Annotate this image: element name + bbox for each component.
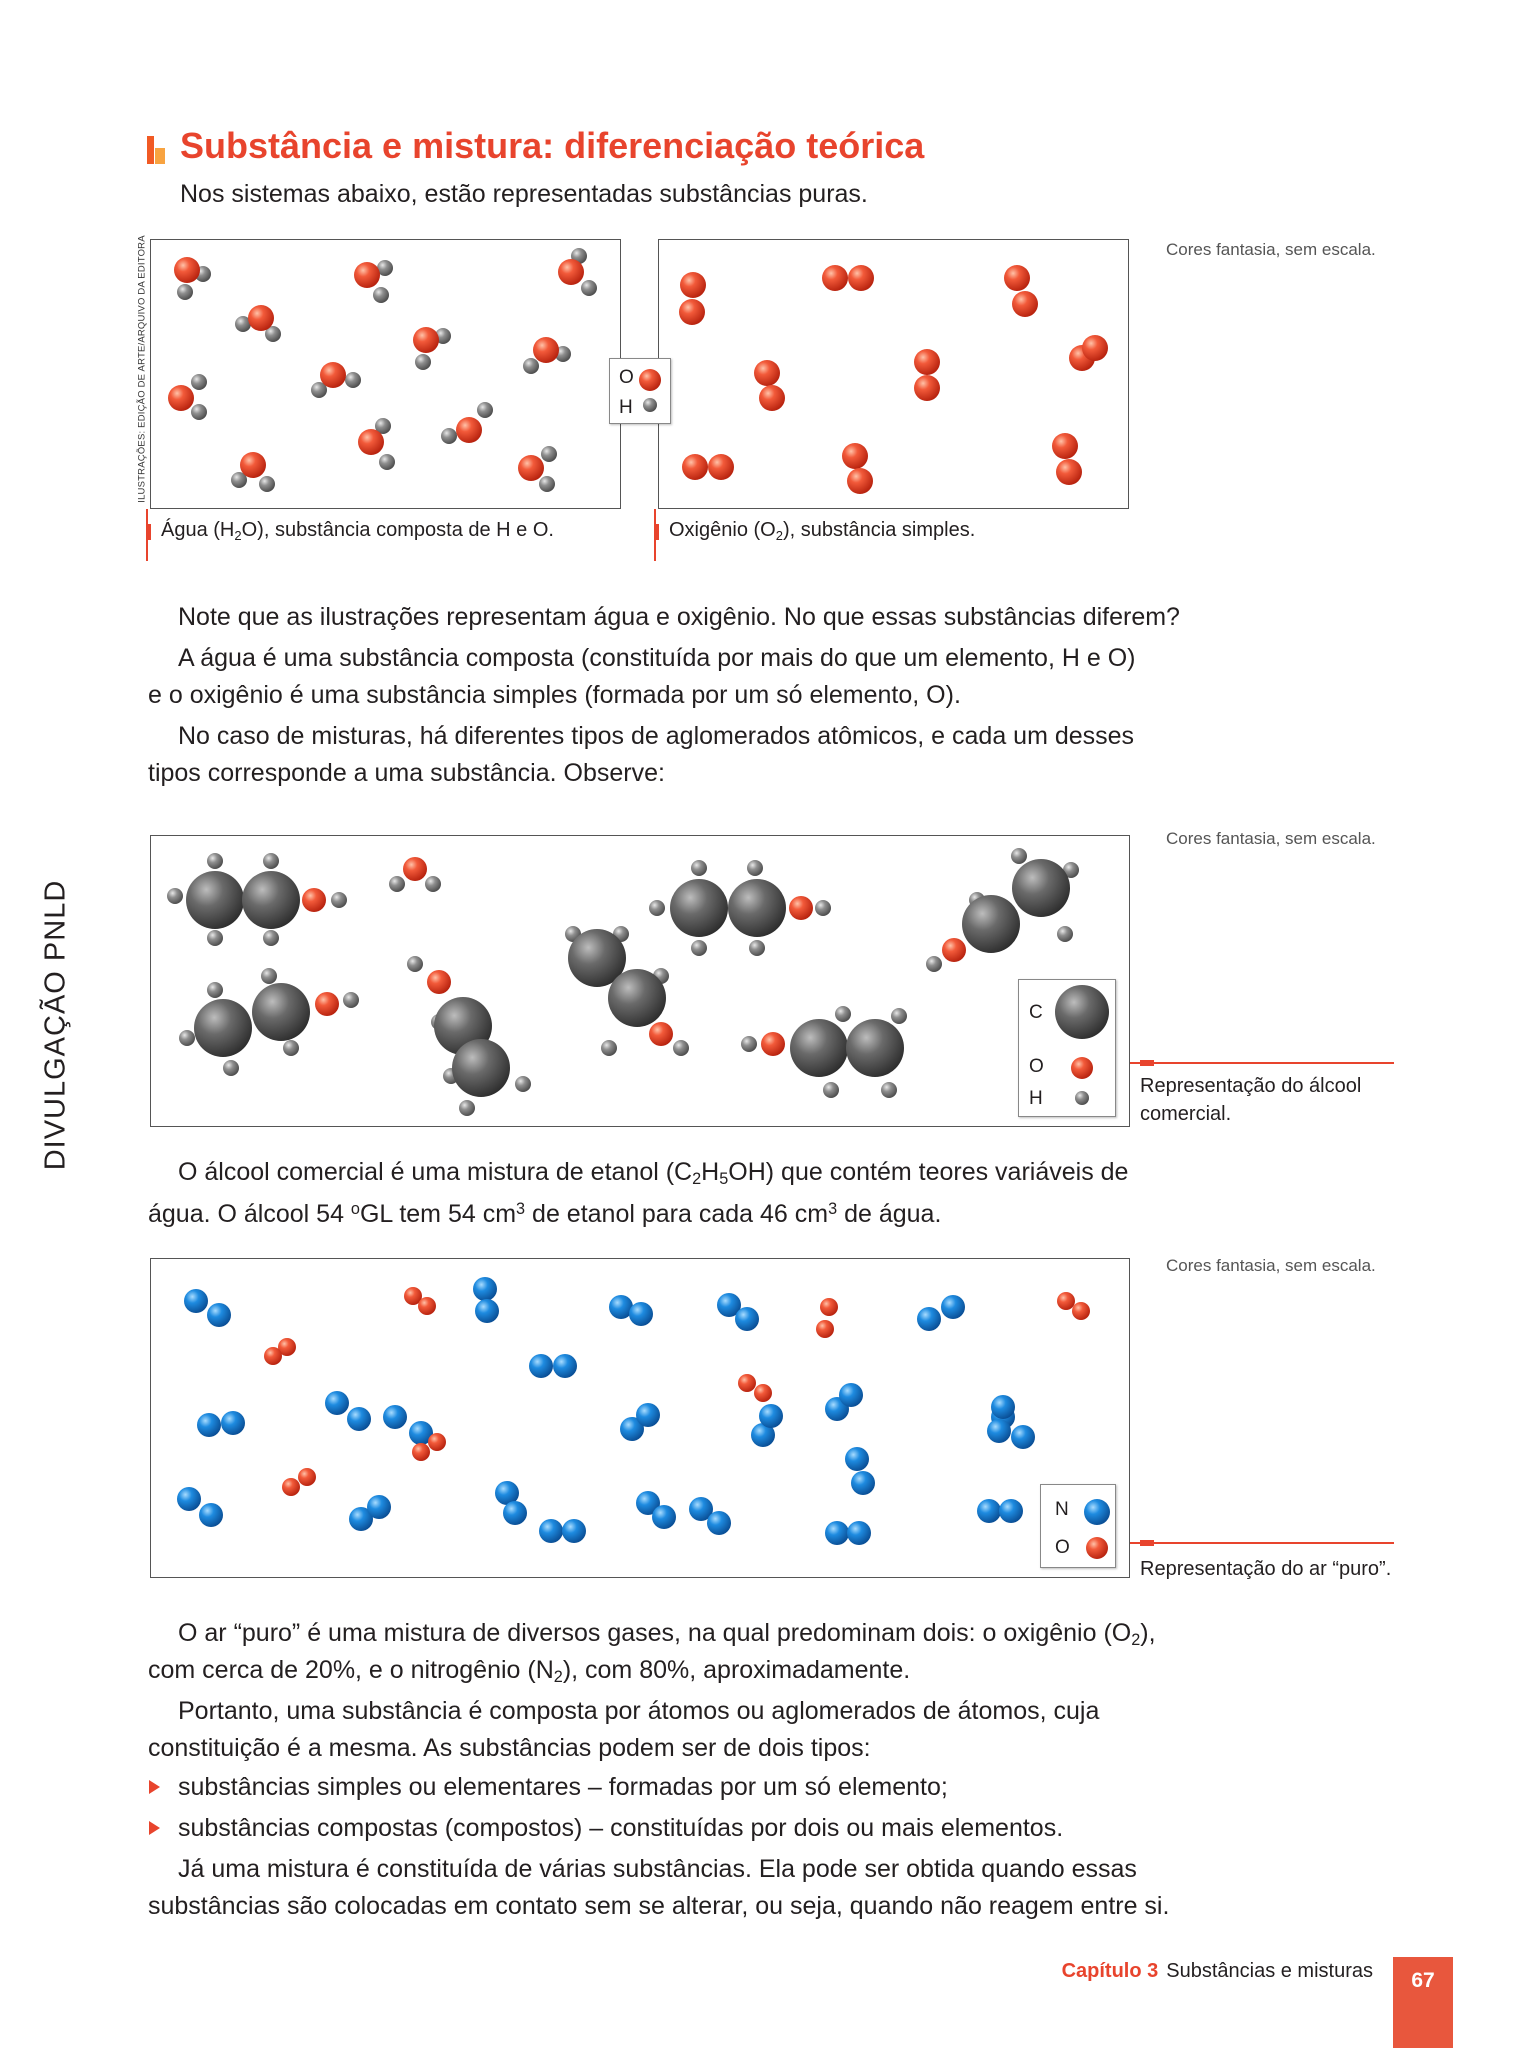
water-legend [609,358,671,424]
caption-water: Água $(H_2O)$, substância composta de H e O. [161,519,554,543]
hydrogen-atom [459,1100,475,1116]
legend-h-label-2: H [1029,1088,1043,1109]
oxygen-atom [418,1297,436,1315]
hydrogen-atom [331,892,347,908]
scale-note-1: Cores fantasia, sem escala. [1166,240,1376,259]
hydrogen-atom [179,1030,195,1046]
oxygen-atom [558,259,584,285]
oxygen-atom [1052,433,1078,459]
oxygen-atom [413,327,439,353]
water-box [150,239,621,509]
legend-c-label: C [1029,1002,1043,1023]
oxygen-atom [1057,1292,1075,1310]
nitrogen-atom-icon [1084,1499,1110,1525]
nitrogen-atom [759,1404,783,1428]
oxygen-atom [754,360,780,386]
hydrogen-atom [441,428,457,444]
oxygen-atom [848,265,874,291]
oxygen-atom [682,454,708,480]
oxygen-atom [1056,459,1082,485]
carbon-atom [242,871,300,929]
hydrogen-atom [749,940,765,956]
nitrogen-atom [825,1521,849,1545]
hydrogen-atom [389,876,405,892]
oxygen-atom [264,1347,282,1365]
oxygen-atom [533,337,559,363]
nitrogen-atom [636,1403,660,1427]
hydrogen-atom [835,1006,851,1022]
hydrogen-atom [167,888,183,904]
hydrogen-atom [263,853,279,869]
hydrogen-atom [747,860,763,876]
hydrogen-atom [259,476,275,492]
oxygen-atom [518,455,544,481]
paragraph-note: Note que as ilustrações representam água e oxigênio. No que essas substâncias diferem? [178,603,1180,631]
nitrogen-atom [839,1383,863,1407]
carbon-atom [790,1019,848,1077]
nitrogen-atom [562,1519,586,1543]
hydrogen-atom [191,374,207,390]
paragraph-mixtures-l1: No caso de misturas, há diferentes tipos de aglomerados atômicos, e cada um desses [178,722,1135,750]
paragraph-mixture-l2: substâncias são colocadas em contato sem se alterar, ou seja, quando não reagem entre si. [148,1892,1170,1920]
oxygen-atom [789,896,813,920]
hydrogen-atom [415,354,431,370]
nitrogen-atom [987,1419,1011,1443]
hydrogen-atom [223,1060,239,1076]
nitrogen-atom [207,1303,231,1327]
heading-marker [147,136,169,164]
nitrogen-atom [177,1487,201,1511]
oxygen-atom [427,970,451,994]
bullet-arrow-icon [149,1780,160,1794]
legend-o-label-3: O [1055,1537,1070,1558]
hydrogen-atom [477,402,493,418]
legend-atoms [636,367,664,417]
oxygen-atom [1072,1302,1090,1320]
oxygen-atom-icon [639,369,661,391]
oxygen-atom [754,1384,772,1402]
nitrogen-atom [529,1354,553,1378]
oxygen-atom [315,992,339,1016]
oxygen-atom [914,375,940,401]
paragraph-water-l1: A água é uma substância composta (constituída por mais do que um elemento, H e O) [178,644,1136,672]
legend-o-label-2: O [1029,1056,1044,1077]
nitrogen-atom [539,1519,563,1543]
legend-atoms-3 [1077,1485,1117,1569]
paragraph-substance-l1: Portanto, uma substância é composta por átomos ou aglomerados de átomos, cuja [178,1697,1100,1725]
oxygen-atom [298,1468,316,1486]
nitrogen-atom [221,1411,245,1435]
hydrogen-atom [891,1008,907,1024]
nitrogen-atom [845,1447,869,1471]
hydrogen-atom [1057,926,1073,942]
section-intro: Nos sistemas abaixo, estão representadas substâncias puras. [180,180,868,208]
nitrogen-atom [735,1307,759,1331]
hydrogen-atom-icon-2 [1075,1091,1089,1105]
carbon-atom [194,999,252,1057]
bullet-compound: substâncias compostas (compostos) – constituídas por dois ou mais elementos. [178,1814,1064,1842]
oxygen-atom [761,1032,785,1056]
caption-line-air [1130,1542,1394,1544]
nitrogen-atom [473,1277,497,1301]
oxygen-atom [708,454,734,480]
carbon-atom [846,1019,904,1077]
nitrogen-atom [999,1499,1023,1523]
hydrogen-atom [207,982,223,998]
oxygen-atom [680,272,706,298]
oxygen-atom [759,385,785,411]
illustration-credit: ILUSTRAÇÕES: EDIÇÃO DE ARTE/ARQUIVO DA EDITORA [136,235,148,503]
oxygen-atom [649,1022,673,1046]
legend-h-label: H [619,397,633,418]
nitrogen-atom [184,1289,208,1313]
hydrogen-atom [177,284,193,300]
oxygen-atom [1004,265,1030,291]
paragraph-air-l2: com cerca de 20%, e o nitrogênio $(N_2)$, com 80%, aproximadamente. [148,1656,911,1686]
hydrogen-atom [407,956,423,972]
hydrogen-atom [379,454,395,470]
oxygen-atom [914,349,940,375]
hydrogen-atom [1011,848,1027,864]
carbon-atom [728,879,786,937]
nitrogen-atom [707,1511,731,1535]
carbon-atom [608,969,666,1027]
carbon-atom [962,895,1020,953]
paragraph-air-l1: O ar “puro” é uma mistura de diversos gases, na qual predominam dois: o oxigênio $(O_2)$, [178,1619,1156,1649]
oxygen-atom [847,468,873,494]
bullet-arrow-icon [149,1821,160,1835]
air-box [150,1258,1130,1578]
hydrogen-atom [425,876,441,892]
nitrogen-atom [383,1405,407,1429]
oxygen-atom [428,1433,446,1451]
hydrogen-atom [691,940,707,956]
hydrogen-atom [207,930,223,946]
hydrogen-atom [523,358,539,374]
oxygen-atom [1082,335,1108,361]
hydrogen-atom [539,476,555,492]
nitrogen-atom [847,1521,871,1545]
caption-alcohol: Representação do álcool comercial. [1140,1075,1362,1125]
hydrogen-atom [261,968,277,984]
hydrogen-atom-icon [643,398,657,412]
air-molecules [151,1259,1131,1579]
caption-marker-oxygen [654,524,659,540]
hydrogen-atom [881,1082,897,1098]
carbon-atom [186,871,244,929]
nitrogen-atom [941,1295,965,1319]
carbon-atom [1012,859,1070,917]
water-molecules [151,240,622,510]
air-legend [1040,1484,1116,1568]
oxygen-atom [1012,291,1038,317]
nitrogen-atom [199,1503,223,1527]
caption-air: Representação do ar “puro”. [1140,1558,1392,1580]
hydrogen-atom [926,956,942,972]
oxygen-atom [738,1374,756,1392]
hydrogen-atom [283,1040,299,1056]
hydrogen-atom [601,1040,617,1056]
hydrogen-atom [815,900,831,916]
hydrogen-atom [191,404,207,420]
oxygen-atom [354,262,380,288]
oxygen-atom [282,1478,300,1496]
nitrogen-atom [629,1302,653,1326]
nitrogen-atom [475,1299,499,1323]
hydrogen-atom [581,280,597,296]
alcohol-box [150,835,1130,1127]
nitrogen-atom [977,1499,1001,1523]
oxygen-atom [358,429,384,455]
hydrogen-atom [673,1040,689,1056]
section-title: Substância e mistura: diferenciação teórica [180,125,925,166]
nitrogen-atom [197,1413,221,1437]
oxygen-atom [240,452,266,478]
oxygen-atom [456,417,482,443]
oxygen-atom [822,265,848,291]
paragraph-alcohol-l2: água. O álcool 54 $^o$GL tem 54 $cm^3$ de etanol para cada 46 $cm^3$ de água. [148,1200,942,1228]
oxygen-atom [942,938,966,962]
oxygen-atom [168,385,194,411]
oxygen-atom [174,257,200,283]
oxygen-atom [842,443,868,469]
oxygen-atom-icon-3 [1086,1537,1108,1559]
footer-caption: Capítulo 3 Substâncias e misturas [1061,1960,1373,1982]
caption-oxygen: Oxigênio $(O_2)$, substância simples. [669,519,976,543]
paragraph-alcohol-l1: O álcool comercial é uma mistura de etanol $(C_2H_5OH)$ que contém teores variáveis de [178,1158,1129,1188]
paragraph-mixture-l1: Já uma mistura é constituída de várias substâncias. Ela pode ser obtida quando essas [178,1855,1137,1883]
nitrogen-atom [367,1495,391,1519]
oxygen-atom [679,299,705,325]
alcohol-legend [1018,979,1116,1117]
nitrogen-atom [325,1391,349,1415]
carbon-atom-icon [1055,985,1109,1039]
hydrogen-atom [649,900,665,916]
hydrogen-atom [823,1082,839,1098]
oxygen-molecules [659,240,1130,510]
paragraph-substance-l2: constituição é a mesma. As substâncias podem ser de dois tipos: [148,1734,871,1762]
hydrogen-atom [207,853,223,869]
nitrogen-atom [347,1407,371,1431]
hydrogen-atom [263,930,279,946]
legend-atoms-2 [1053,980,1117,1118]
side-stamp: DIVULGAÇÃO PNLD [39,879,72,1171]
nitrogen-atom [917,1307,941,1331]
oxygen-atom [248,305,274,331]
hydrogen-atom [373,287,389,303]
carbon-atom [252,983,310,1041]
hydrogen-atom [741,1036,757,1052]
nitrogen-atom [991,1395,1015,1419]
caption-marker-alcohol [1140,1060,1154,1066]
carbon-atom [452,1039,510,1097]
hydrogen-atom [343,992,359,1008]
caption-marker-water [146,524,151,540]
oxygen-atom [816,1320,834,1338]
caption-line-alcohol [1130,1062,1394,1064]
paragraph-water-l2: e o oxigênio é uma substância simples (formada por um só elemento, O). [148,681,961,709]
hydrogen-atom [345,372,361,388]
oxygen-box [658,239,1129,509]
scale-note-2: Cores fantasia, sem escala. [1166,829,1376,848]
alcohol-molecules [151,836,1131,1128]
hydrogen-atom [515,1076,531,1092]
legend-o-label: O [619,367,634,388]
caption-marker-air [1140,1540,1154,1546]
oxygen-atom [403,857,427,881]
scale-note-3: Cores fantasia, sem escala. [1166,1256,1376,1275]
nitrogen-atom [851,1471,875,1495]
oxygen-atom-icon-2 [1071,1057,1093,1079]
nitrogen-atom [503,1501,527,1525]
oxygen-atom [412,1443,430,1461]
nitrogen-atom [652,1505,676,1529]
oxygen-atom [302,888,326,912]
hydrogen-atom [541,446,557,462]
carbon-atom [670,879,728,937]
legend-n-label: N [1055,1499,1069,1520]
nitrogen-atom [553,1354,577,1378]
paragraph-mixtures-l2: tipos corresponde a uma substância. Observe: [148,759,665,787]
bullet-simple: substâncias simples ou elementares – formadas por um só elemento; [178,1773,948,1801]
oxygen-atom [820,1298,838,1316]
hydrogen-atom [691,860,707,876]
nitrogen-atom [1011,1425,1035,1449]
oxygen-atom [320,362,346,388]
page-number: 67 [1393,1957,1453,2048]
